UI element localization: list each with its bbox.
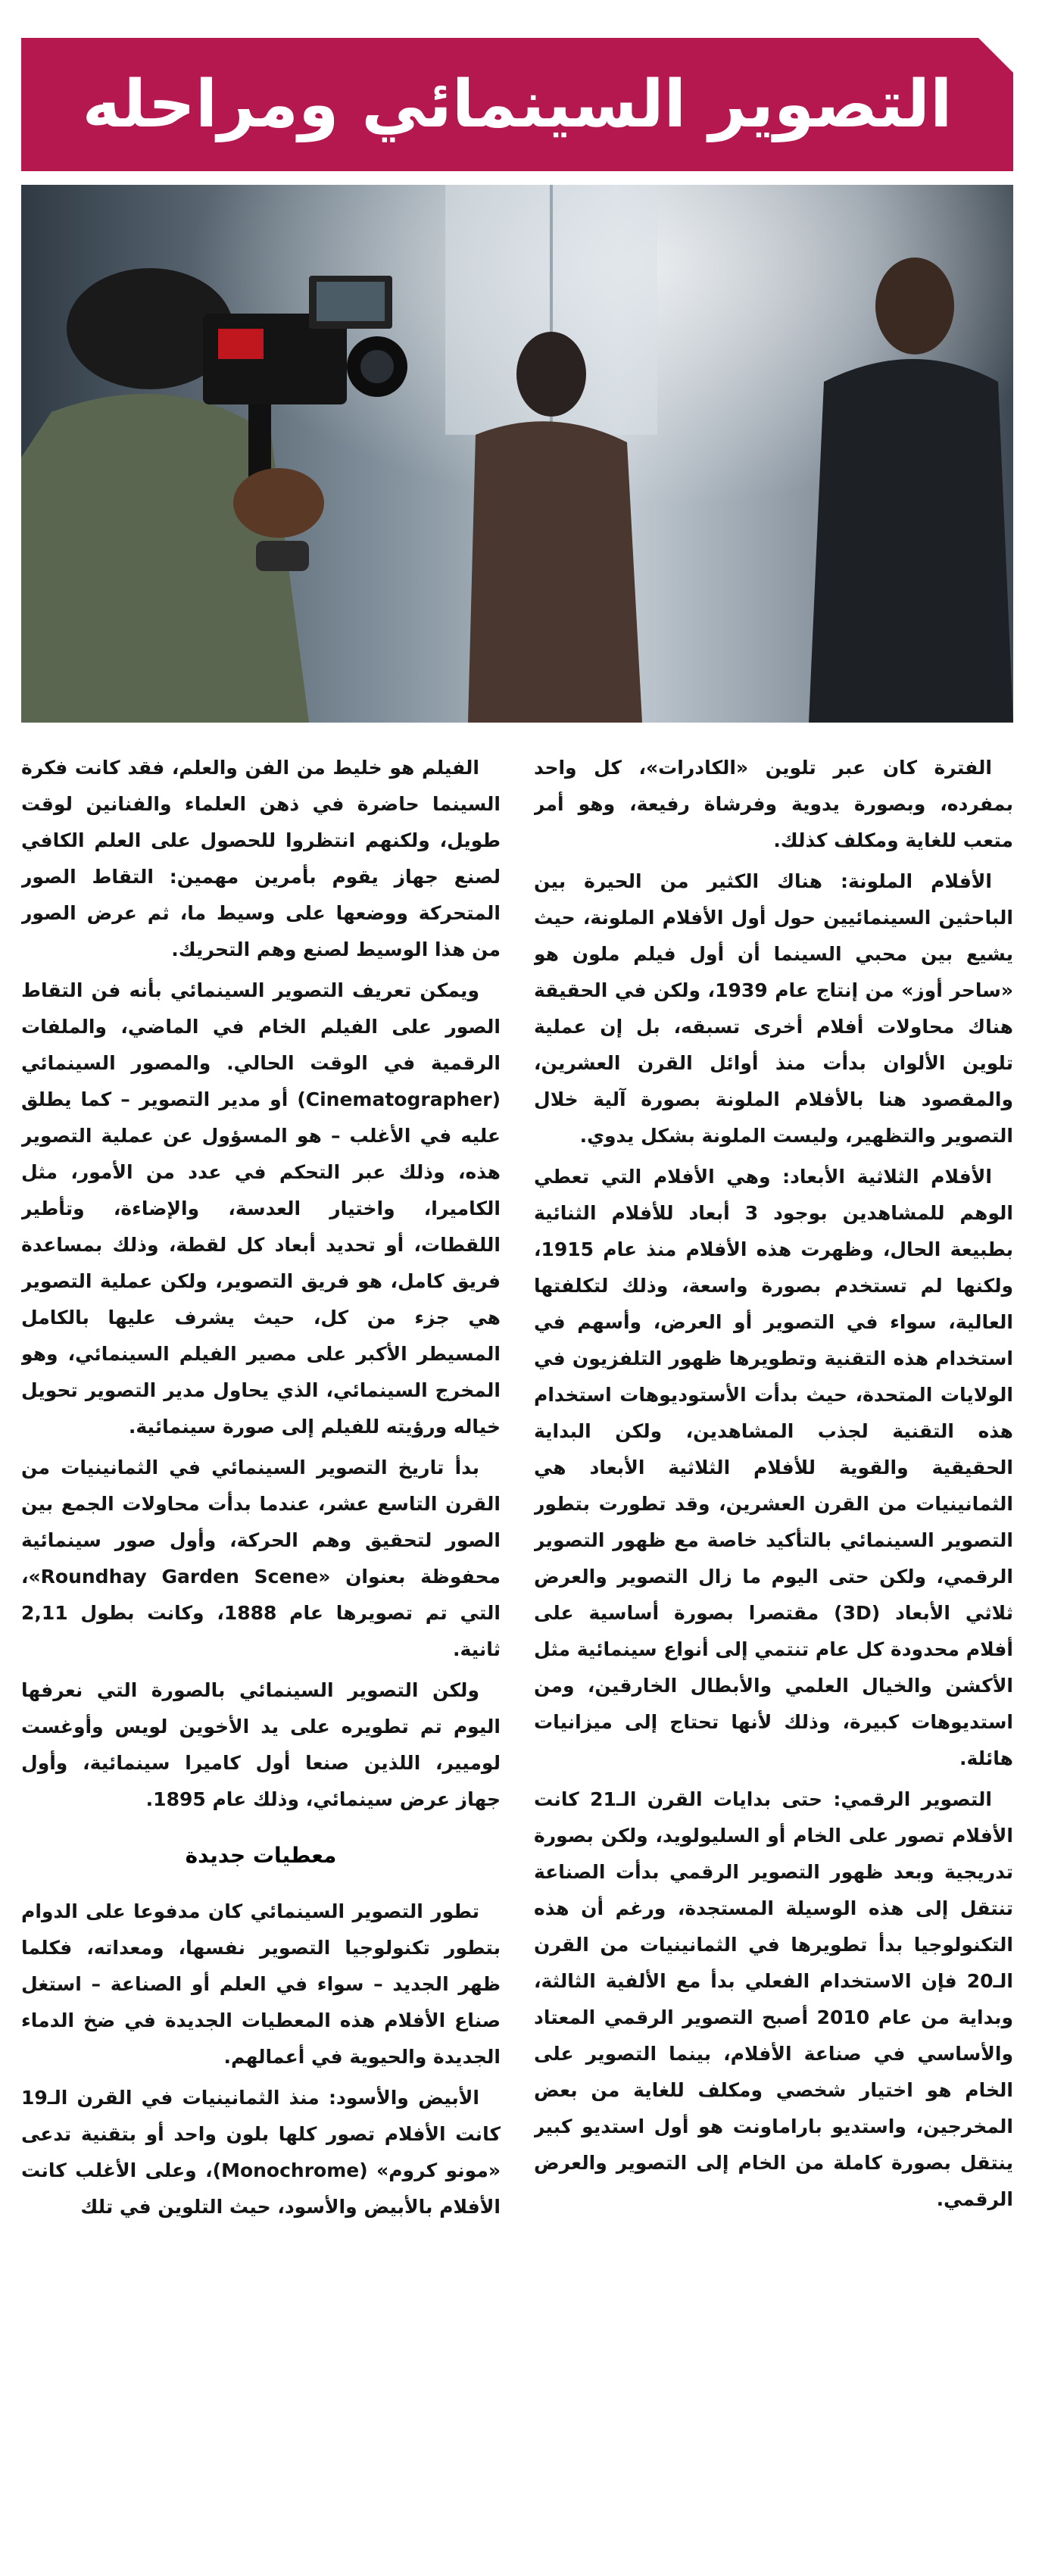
paragraph: الفيلم هو خليط من الفن والعلم، فقد كانت فكرة السينما حاضرة في ذهن العلماء والفنانين لوقت طويل، ولكنهم انتظروا للحصول على العلم الكافي لصنع جهاز يقوم بأمرين مهمين: التقاط الصور المتحركة ووضعها على وسيط ما، ثم عرض الصور من هذا الوسيط لصنع وهم التحريك. (21, 757, 501, 960)
left-column (534, 750, 1013, 2553)
right-column (21, 750, 501, 2553)
paragraph: ولكن التصوير السينمائي بالصورة التي نعرفها اليوم تم تطويره على يد الأخوين لويس وأوغست لوميير، اللذين صنعا أول كاميرا سينمائية، وأول جهاز عرض سينمائي، وذلك عام 1895. (21, 1679, 501, 1810)
article-photo (21, 185, 1013, 723)
cinematographer-photo (21, 185, 1013, 723)
title-banner (21, 38, 1013, 171)
paragraph: تطور التصوير السينمائي كان مدفوعا على الدوام بتطور تكنولوجيا التصوير نفسها، ومعداته، فكلما ظهر الجديد – سواء في العلم أو الصناعة – استغل صناع الأفلام هذه المعطيات الجديدة في ضخ الدماء الجديدة والحيوية في أعمالهم. (21, 1900, 501, 2068)
paragraph: الأفلام الملونة: هناك الكثير من الحيرة بين الباحثين السينمائيين حول أول الأفلام الملونة، حيث يشيع بين محبي السينما أن أول فيلم ملون هو «ساحر أوز» من إنتاج عام 1939، ولكن في الحقيقة هناك محاولات أفلام أخرى تسبقه، بل إن عملية تلوين الألوان بدأت منذ أوائل القرن العشرين، والمقصود هنا بالأفلام الملونة بصورة آلية خلال التصوير والتظهير، وليست الملونة بشكل يدوي. (534, 870, 1013, 1147)
paragraph: التصوير الرقمي: حتى بدايات القرن الـ21 كانت الأفلام تصور على الخام أو السليولويد، ولكن بصورة تدريجية وبعد ظهور التصوير الرقمي بدأت الصناعة تنتقل إلى هذه الوسيلة المستجدة، ورغم أن هذه التكنولوجيا بدأ تطويرها في الثمانينيات من القرن الـ20 فإن الاستخدام الفعلي بدأ مع الألفية الثالثة، وبداية من عام 2010 أصبح التصوير الرقمي المعتاد والأساسي في صناعة الأفلام، بينما التصوير على الخام هو اختيار شخصي ومكلف للغاية من بعض المخرجين، واستديو باراماونت هو أول استديو كبير ينتقل بصورة كاملة من الخام إلى التصوير والعرض الرقمي. (534, 1788, 1013, 2210)
paragraph: بدأ تاريخ التصوير السينمائي في الثمانينيات من القرن التاسع عشر، عندما بدأت محاولات الجمع بين الصور لتحقيق وهم الحركة، وأول صور سينمائية محفوظة بعنوان «Roundhay Garden Scene»، التي تم تصويرها عام 1888، وكانت بطول 2,11 ثانية. (21, 1457, 501, 1660)
paragraph: الأفلام الثلاثية الأبعاد: وهي الأفلام التي تعطي الوهم للمشاهدين بوجود 3 أبعاد للأفلام الثنائية بطبيعة الحال، وظهرت هذه الأفلام منذ عام 1915، ولكنها لم تستخدم بصورة واسعة، وذلك لتكلفتها العالية، سواء في التصوير أو العرض، وأسهم في استخدام هذه التقنية وتطويرها ظهور التلفزيون في الولايات المتحدة، حيث بدأت الأستوديوهات استخدام هذه التقنية لجذب المشاهدين، ولكن البداية الحقيقية والقوية للأفلام الثلاثية الأبعاد هي الثمانينيات من القرن العشرين، وقد تطورت بتطور التصوير السينمائي بالتأكيد خاصة مع ظهور التصوير الرقمي، ولكن حتى اليوم ما زال التصوير والعرض ثلاثي الأبعاد (3D) مقتصرا بصورة أساسية على أفلام محدودة كل عام تنتمي إلى أنواع سينمائية مثل الأكشن والخيال العلمي والأبطال الخارقين، ومن استديوهات كبيرة، وذلك لأنها تحتاج إلى ميزانيات هائلة. (534, 1166, 1013, 1769)
paragraph: الفترة كان عبر تلوين «الكادرات»، كل واحد بمفرده، وبصورة يدوية وفرشاة رفيعة، وهو أمر متعب للغاية ومكلف كذلك. (534, 757, 1013, 851)
article-title: التصوير السينمائي ومراحله (82, 67, 953, 142)
subheading: معطيات جديدة (185, 1843, 337, 1868)
text-columns (21, 750, 1013, 2553)
paragraph: ويمكن تعريف التصوير السينمائي بأنه فن التقاط الصور على الفيلم الخام في الماضي، والملفات الرقمية في الوقت الحالي. والمصور السينمائي (Cinematographer) أو مدير التصوير – كما يطلق عليه في الأغلب – هو المسؤول عن عملية التصوير هذه، وذلك عبر التحكم في عدد من الأمور، مثل الكاميرا، واختيار العدسة، والإضاءة، وتأطير اللقطات، أو تحديد أبعاد كل لقطة، وذلك بمساعدة فريق كامل، هو فريق التصوير، ولكن عملية التصوير هي جزء من كل، حيث يشرف عليها بالكامل المسيطر الأكبر على مصير الفيلم السينمائي، وهو المخرج السينمائي، الذي يحاول مدير التصوير تحويل خياله ورؤيته للفيلم إلى صورة سينمائية. (21, 979, 501, 1438)
paragraph: الأبيض والأسود: منذ الثمانينيات في القرن الـ19 كانت الأفلام تصور كلها بلون واحد أو بتقنية تدعى «مونو كروم» (Monochrome)، وعلى الأغلب كانت الأفلام بالأبيض والأسود، حيث التلوين في تلك (21, 2087, 501, 2218)
